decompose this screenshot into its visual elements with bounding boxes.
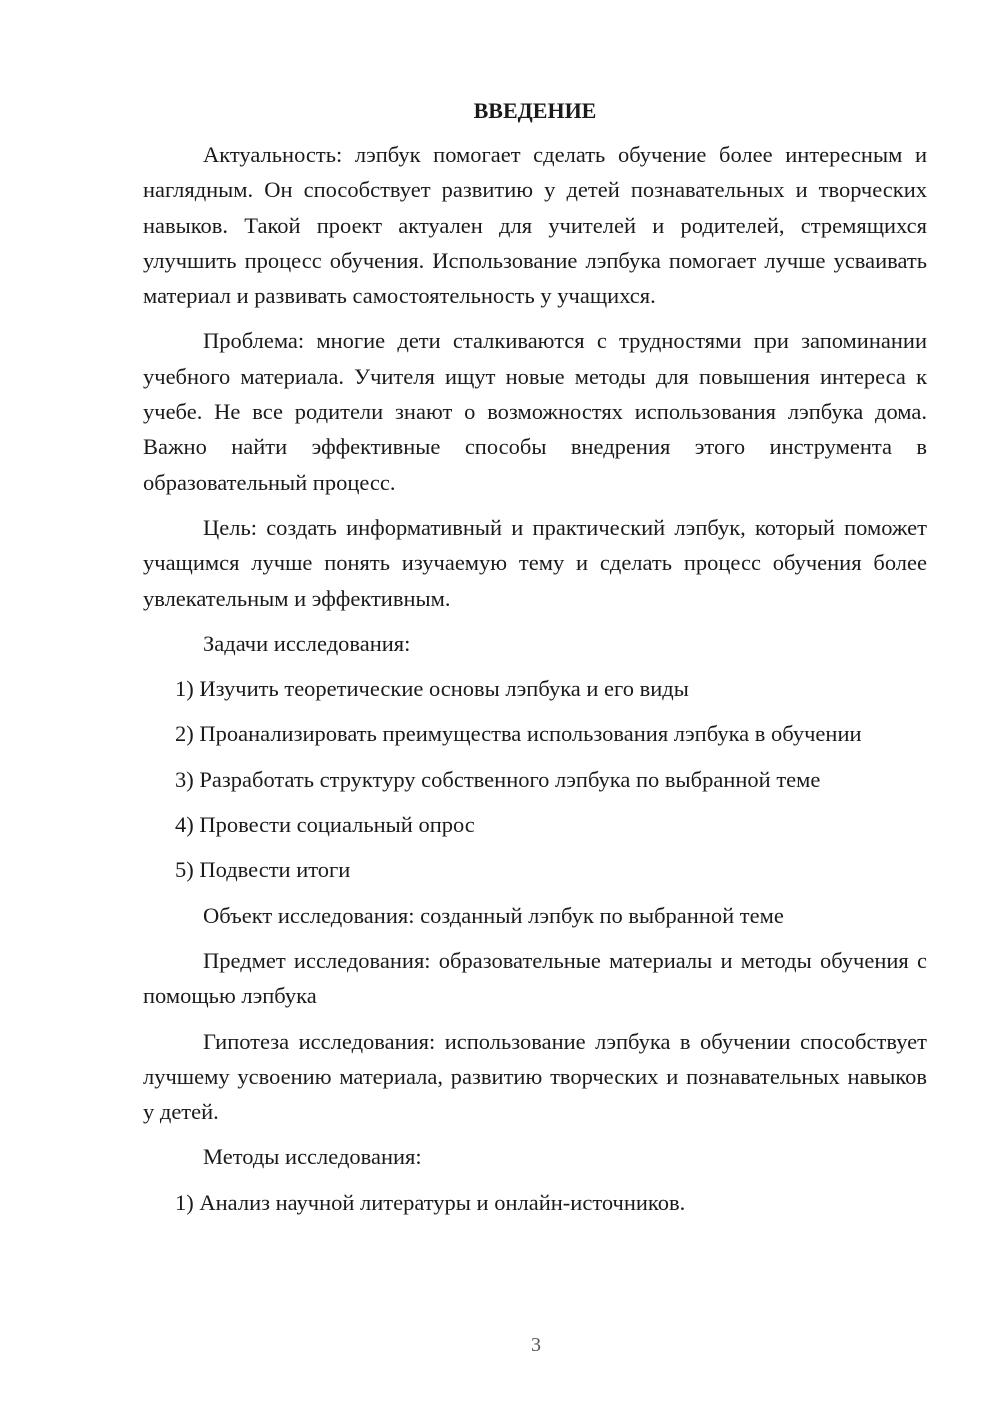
- relevance-paragraph: Актуальность: лэпбук помогает сделать обучение более интересным и наглядным. Он способствует развитию у детей познавательных и творческих навыков. Такой проект актуален для учителей и родителей, стремящихся улучшить процесс обучения. Использование лэпбука помогает лучше усваивать материал и развивать самостоятельность у учащихся.: [143, 142, 927, 309]
- subject-paragraph: Предмет исследования: образовательные материалы и методы обучения с помощью лэпбука: [143, 947, 927, 1009]
- tasks-heading: Задачи исследования:: [203, 630, 411, 656]
- page-content: [143, 95, 927, 1230]
- object-paragraph: Объект исследования: созданный лэпбук по выбранной теме: [203, 902, 784, 928]
- hypothesis-paragraph: Гипотеза исследования: использование лэпбука в обучении способствует лучшему усвоению материала, развитию творческих и познавательных навыков у детей.: [143, 1028, 927, 1125]
- task-item-3: 3) Разработать структуру собственного лэпбука по выбранной теме: [175, 766, 821, 792]
- goal-paragraph: Цель: создать информативный и практический лэпбук, который поможет учащимся лучше понять изучаемую тему и сделать процесс обучения более увлекательным и эффективным.: [143, 514, 927, 611]
- task-item-4: 4) Провести социальный опрос: [175, 812, 475, 838]
- task-item-5: 5) Подвести итоги: [175, 857, 351, 883]
- section-title: ВВЕДЕНИЕ: [473, 98, 597, 123]
- task-item-1: 1) Изучить теоретические основы лэпбука и его виды: [175, 676, 689, 702]
- method-item-1: 1) Анализ научной литературы и онлайн-источников.: [175, 1189, 686, 1215]
- task-item-2: 2) Проанализировать преимущества использования лэпбука в обучении: [175, 721, 862, 747]
- methods-heading: Методы исследования:: [203, 1144, 422, 1170]
- problem-paragraph: Проблема: многие дети сталкиваются с трудностями при запоминании учебного материала. Учителя ищут новые методы для повышения интереса к учебе. Не все родители знают о возможностях использования лэпбука дома. Важно найти эффективные способы внедрения этого инструмента в образовательный процесс.: [143, 328, 927, 495]
- page-number: 3: [531, 1334, 541, 1356]
